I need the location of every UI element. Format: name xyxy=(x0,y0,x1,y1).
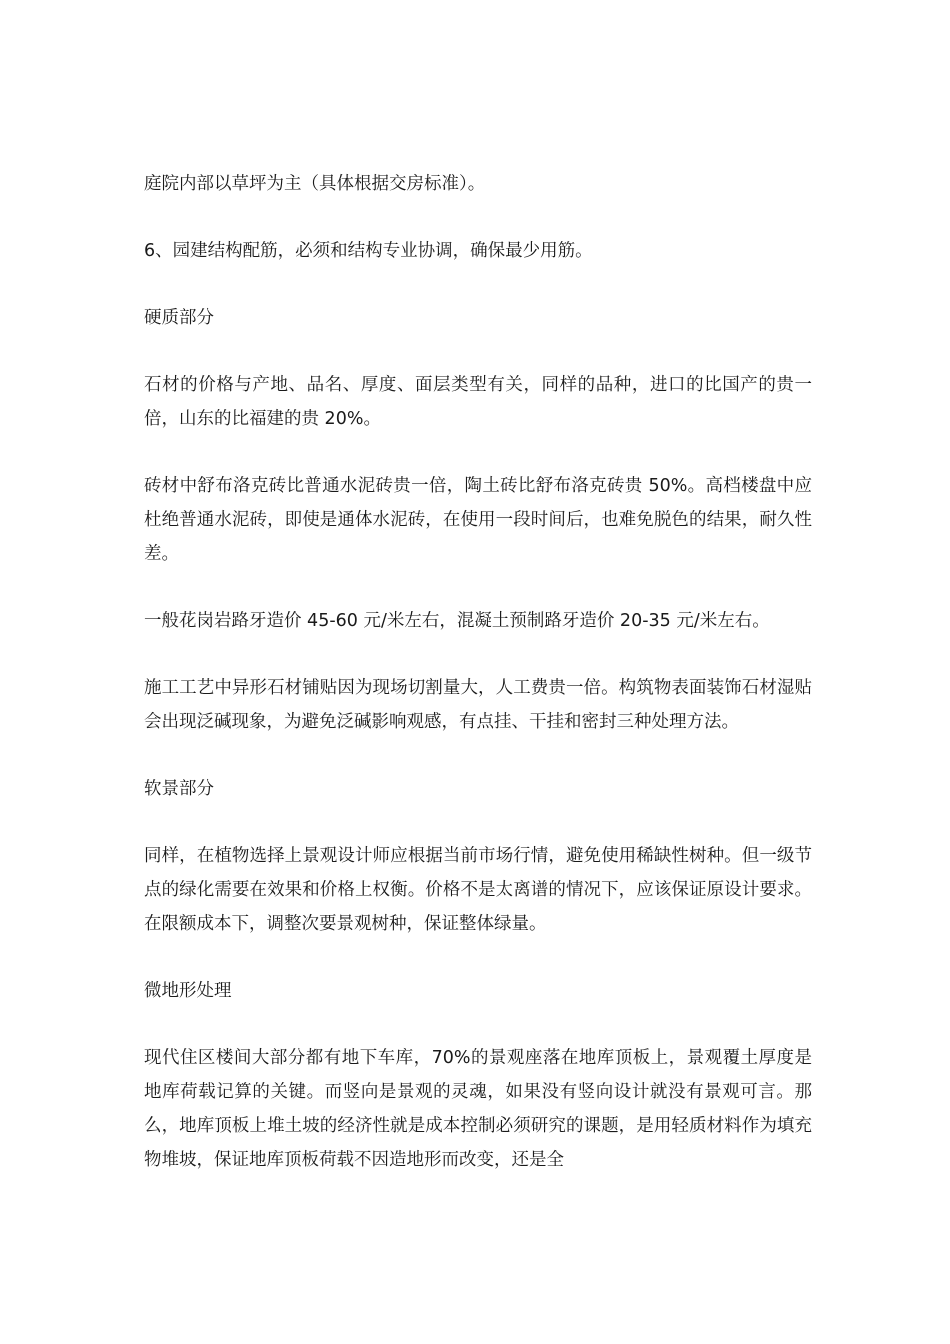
document-body xyxy=(144,167,812,1210)
paragraph-plant-selection: 同样，在植物选择上景观设计师应根据当前市场行情，避免使用稀缺性树种。但一级节点的绿化需要在效果和价格上权衡。价格不是太离谱的情况下，应该保证原设计要求。在限额成本下，调整次要景观树种，保证整体绿量。 xyxy=(144,846,812,934)
paragraph-garage-roof-landscape: 现代住区楼间大部分都有地下车库，70%的景观座落在地库顶板上，景观覆土厚度是地库荷载记算的关键。而竖向是景观的灵魂，如果没有竖向设计就没有景观可言。那么，地库顶板上堆土坡的经济性就是成本控制必须研究的课题，是用轻质材料作为填充物堆坡，保证地库顶板荷载不因造地形而改变，还是全 xyxy=(144,1048,812,1170)
paragraph-stone-price: 石材的价格与产地、品名、厚度、面层类型有关，同样的品种，进口的比国产的贵一倍，山东的比福建的贵 20%。 xyxy=(144,375,812,429)
section-heading-micro-terrain: 微地形处理 xyxy=(144,981,232,1001)
paragraph-structure-rebar: 6、园建结构配筋，必须和结构专业协调，确保最少用筋。 xyxy=(144,241,593,261)
section-heading-hardscape: 硬质部分 xyxy=(144,308,214,328)
paragraph-courtyard-lawn: 庭院内部以草坪为主（具体根据交房标准）。 xyxy=(144,174,486,194)
paragraph-brick-price: 砖材中舒布洛克砖比普通水泥砖贵一倍，陶土砖比舒布洛克砖贵 50%。高档楼盘中应杜绝普通水泥砖，即使是通体水泥砖，在使用一段时间后，也难免脱色的结果，耐久性差。 xyxy=(144,476,812,564)
paragraph-curb-cost: 一般花岗岩路牙造价 45-60 元/米左右，混凝土预制路牙造价 20-35 元/米左右。 xyxy=(144,611,770,631)
paragraph-stone-installation: 施工工艺中异形石材铺贴因为现场切割量大，人工费贵一倍。构筑物表面装饰石材湿贴会出现泛碱现象，为避免泛碱影响观感，有点挂、干挂和密封三种处理方法。 xyxy=(144,678,812,732)
section-heading-softscape: 软景部分 xyxy=(144,779,214,799)
